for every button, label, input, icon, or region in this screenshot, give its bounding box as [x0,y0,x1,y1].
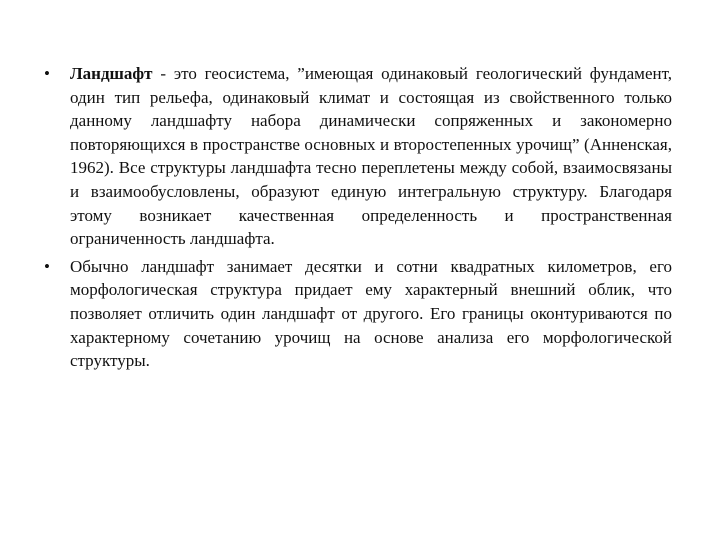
bullet-icon: • [44,256,50,276]
definition-text: - это геосистема, ”имеющая одинаковый геологический фундамент, один тип рельефа, одинаковый климат и состоящая из свойственного только данному ландшафту набора динамически сопряженных и закономерно повторяющихся в пространстве основных и второстепенных урочищ” (Анненская, 1962). Все структуры ландшафта тесно переплетены между собой, взаимосвязаны и взаимообусловлены, образуют единую интегральную структуру. Благодаря этому возникает качественная определенность и пространственная ограниченность ландшафта. [70,64,672,249]
term-landscape: Ландшафт [70,64,153,83]
bullet-item-landscape-definition [44,62,672,251]
bullet-list [44,62,672,377]
size-text: Обычно ландшафт занимает десятки и сотни квадратных километров, его морфологическая структура придает ему характерный внешний облик, что позволяет отличить один ландшафт от другого. Его границы оконтуриваются по характерному сочетанию урочищ на основе анализа его морфологической структуры. [70,256,672,371]
bullet-item-landscape-size [44,255,672,373]
bullet-icon: • [44,64,50,83]
